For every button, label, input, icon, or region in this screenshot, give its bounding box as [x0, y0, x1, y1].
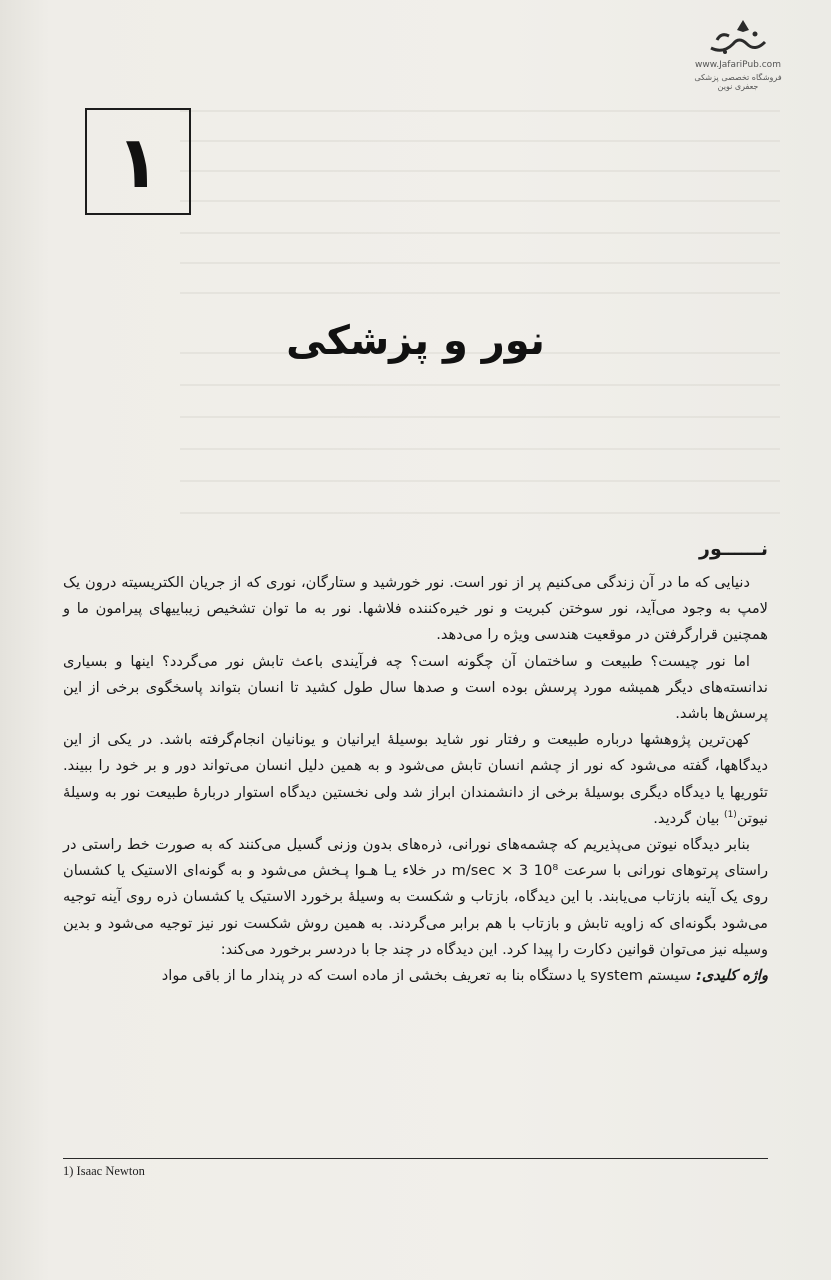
- chapter-number-box: [85, 108, 191, 215]
- footnote: 1) Isaac Newton: [63, 1164, 145, 1178]
- paragraph-3-tail: بیان گردید.: [653, 809, 725, 827]
- chapter-number: ۱: [116, 119, 160, 204]
- publisher-logo-icon: [703, 14, 773, 58]
- keywords-text: سیستم system یا دستگاه بنا به تعریف بخشی از ماده است که در پندار ما از باقی مواد: [161, 967, 697, 985]
- paragraph-2: اما نور چیست؟ طبیعت و ساختمان آن چگونه است؟ چه فرآیندی باعث تابش نور می‌گردد؟ اینها و بسیاری ندانسته‌های دیگر همیشه مورد پرسش بوده است و صدها سال طول کشید تا انسان بتواند پاسخگوی برخی از این پرسش‌ها باشد.: [63, 652, 768, 723]
- publisher-logo: [683, 14, 793, 100]
- paragraph-3-text: کهن‌ترین پژوهشها درباره طبیعت و رفتار نور شاید بوسیلهٔ ایرانیان و یونانیان انجام‌گرفته باشد. در یکی از این دیدگاهها، گفته می‌شود که نور از چشم انسان تابش می‌شود و به همین دلیل انسان می‌تواند دور و بر خود را ببیند. تئوریها یا دیدگاه دیگری بوسیلهٔ برخی از دانشمندان ابراز شد ولی نخستین دیدگاه استوار دربارهٔ طبیعت نور به وسیلهٔ نیوتن: [63, 731, 768, 827]
- paragraph-4: بنابر دیدگاه نیوتن می‌پذیریم که چشمه‌های نورانی، ذره‌های بدون وزنی گسیل می‌کنند که به صورت خط راستی در راستای پرتوهای نورانی با سرعت 10⁸ m/sec × 3 در خلاء یـا هـوا پـخش می‌شود و به گونه‌ای الاستیک یا کشسان روی یک آینه بازتاب می‌یابند. با این دیدگاه، بازتاب و شکست به وسیلهٔ برخورد الاستیک یا کشسان ذره روی آینه توجیه می‌شود بگونه‌ای که زاویه تابش و بازتاب با هم برابر می‌گردند. به همین روش شکست نور نیز توجیه می‌شود و بدین وسیله نیز می‌توان قوانین دکارت را پیدا کرد. این دیدگاه در چند جا با دردسر برخورد می‌کند:: [63, 836, 769, 958]
- keywords-paragraph: [63, 963, 768, 989]
- publisher-caption: فروشگاه تخصصی پزشکی جعفری نوین: [694, 73, 782, 91]
- body-text: [63, 570, 768, 989]
- keywords-label: واژه کلیدی:: [696, 967, 768, 985]
- chapter-title: نور و پزشکی: [286, 318, 545, 364]
- paragraph-1: دنیایی که ما در آن زندگی می‌کنیم پر از نور است. نور خورشید و ستارگان، نوری که از جریان الکتریسیته درون یک لامپ به وجود می‌آید، نور سوختن کبریت و نور خیره‌کننده فلاشها. نور به ما توان تشخیص زیباییهای پیرامون ما و همچنین قرارگرفتن در موقعیت هندسی ویژه را می‌دهد.: [63, 574, 768, 644]
- footnote-divider: [63, 1158, 768, 1159]
- paragraph-3: [63, 727, 768, 832]
- section-heading: نــــــور: [699, 538, 768, 560]
- footnote-ref: (1): [724, 809, 737, 820]
- publisher-url: www.JafariPub.com: [695, 60, 781, 70]
